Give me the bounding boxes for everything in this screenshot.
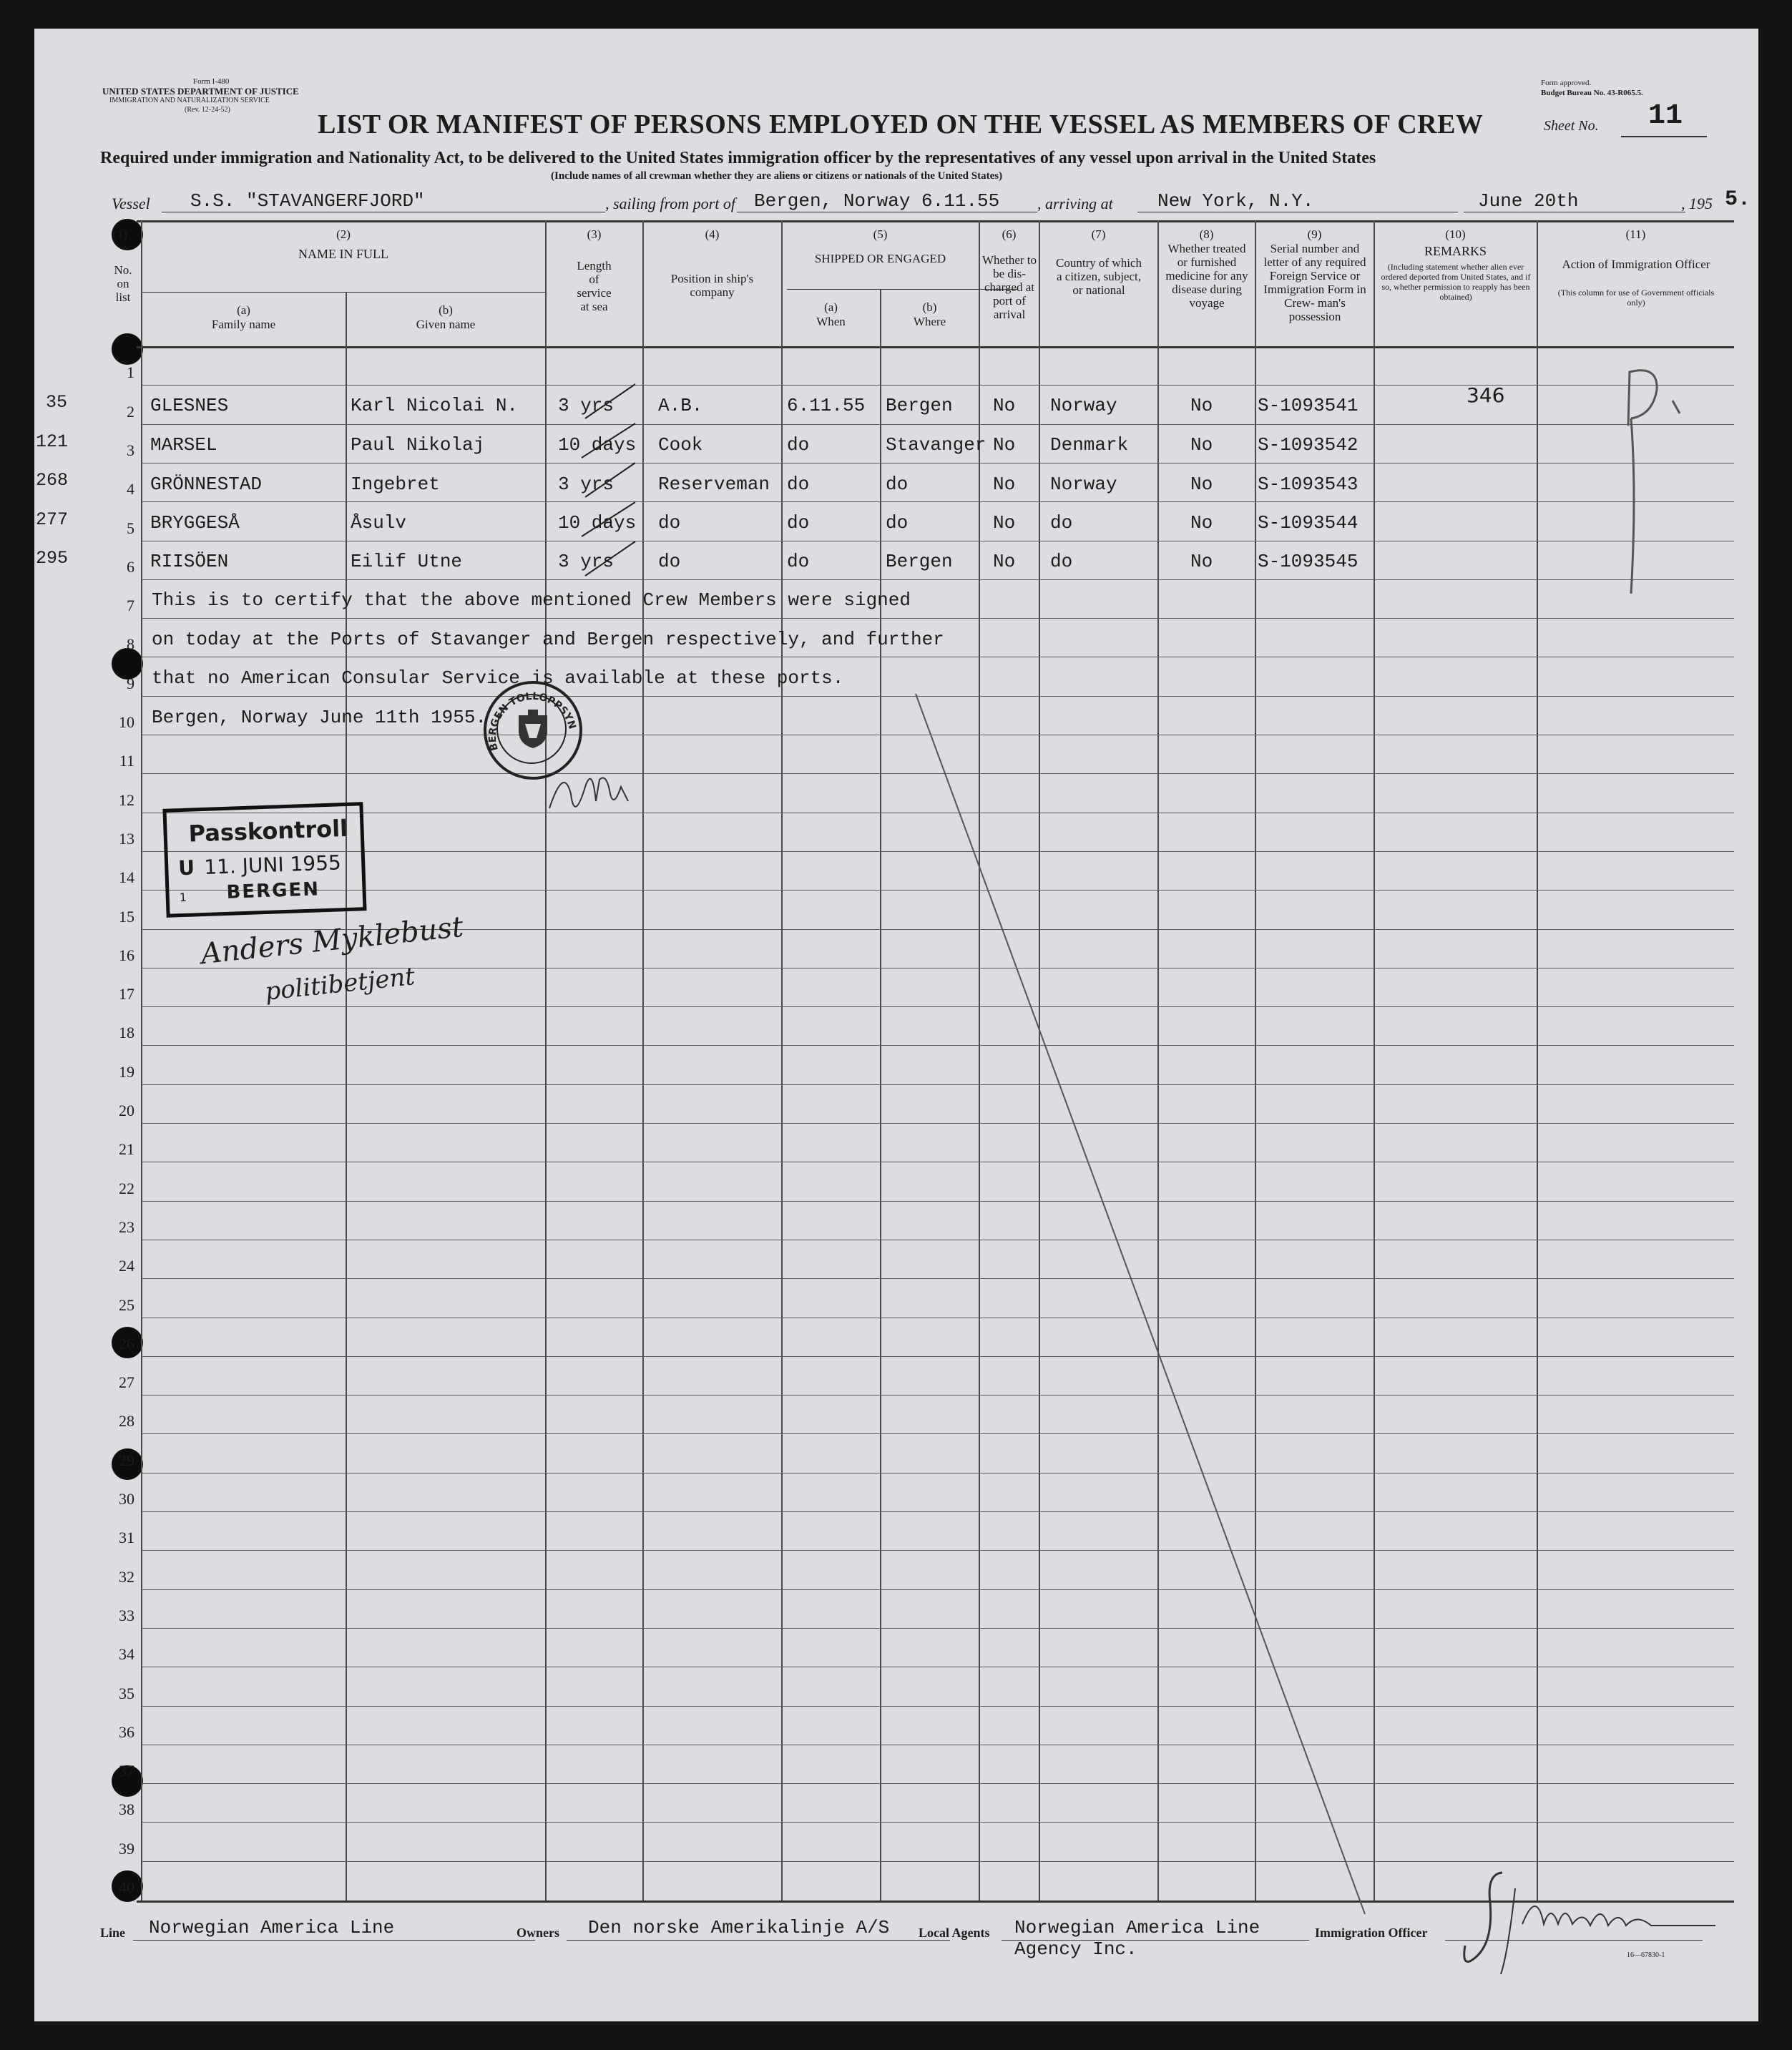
col9-header: Serial number and letter of any required Foreign Service or Immigration Form in Crew- man's possession: [1263, 242, 1366, 323]
row-number: 32: [119, 1567, 134, 1586]
given-name: Ingebret: [351, 474, 440, 495]
col4-number: (4): [705, 227, 720, 241]
margin-number: 121: [36, 431, 69, 452]
discharged: No: [993, 551, 1016, 572]
given-name: Åsulv: [351, 512, 407, 534]
margin-number: 295: [36, 548, 69, 569]
col10-number: (10): [1445, 227, 1466, 241]
form-approved: Form approved.: [1541, 79, 1592, 87]
col5-number: (5): [873, 227, 888, 241]
serial-number: S-1093541: [1258, 395, 1358, 416]
service-length: 3 yrs: [558, 474, 615, 495]
row-number: 19: [119, 1062, 134, 1081]
manifest-sheet: [34, 29, 1758, 2021]
row-number: 9: [127, 674, 134, 692]
pen-marks: [34, 29, 1758, 2021]
col5a-number: (a): [824, 300, 838, 314]
vessel-name: S.S. "STAVANGERFJORD": [190, 190, 425, 212]
col5-header: SHIPPED OR ENGAGED: [814, 252, 946, 265]
col11-number: (11): [1625, 227, 1646, 241]
svg-text:BERGEN TOLLOPPSYN: BERGEN TOLLOPPSYN: [486, 690, 578, 752]
row-number: 39: [119, 1839, 134, 1858]
footer-code: 16—67830-1: [1627, 1951, 1665, 1959]
official-title: politibetjent: [263, 962, 416, 1006]
row-number: 6: [127, 557, 134, 576]
row-number: 33: [119, 1606, 134, 1624]
year-prefix: , 195: [1681, 195, 1713, 212]
row-number: 4: [127, 480, 134, 499]
form-subtitle: Required under immigration and Nationality Act, to be delivered to the United States immigration officer by the representatives of any vessel upon arrival in the United States: [100, 149, 1376, 167]
col2a-number: (a): [237, 303, 250, 317]
officer-label: Immigration Officer: [1315, 1926, 1428, 1940]
position: Reserveman: [658, 474, 770, 495]
col7-number: (7): [1091, 227, 1106, 241]
row-number: 1: [127, 363, 134, 382]
arriving-label: , arriving at: [1037, 195, 1113, 212]
seal-signature: [535, 751, 678, 837]
given-name: Paul Nikolaj: [351, 434, 485, 456]
row-number: 8: [127, 635, 134, 654]
shipped-where: Bergen: [886, 551, 953, 572]
stamp-index: 1: [179, 890, 187, 905]
serial-number: S-1093542: [1258, 434, 1358, 456]
col2a-header: Family name: [211, 318, 276, 331]
col2b-number: (b): [439, 303, 453, 317]
serial-number: S-1093543: [1258, 474, 1358, 495]
family-name: BRYGGESÅ: [150, 512, 240, 534]
row-number: 40: [119, 1878, 134, 1896]
col10-header: REMARKS: [1424, 244, 1487, 258]
shipped-when: do: [787, 434, 810, 456]
certification-line: that no American Consular Service is available at these ports.: [152, 667, 844, 689]
col1-header: No. on list: [114, 263, 132, 304]
row-number: 11: [119, 752, 134, 770]
line-name: Norwegian America Line: [149, 1917, 395, 1938]
row-number: 26: [119, 1334, 134, 1353]
row-number: 5: [127, 519, 134, 537]
certification-line: Bergen, Norway June 11th 1955.: [152, 707, 487, 728]
department: UNITED STATES DEPARTMENT OF JUSTICE: [102, 86, 299, 97]
sailing-label: , sailing from port of: [605, 195, 735, 212]
row-number: 22: [119, 1179, 134, 1197]
country: Norway: [1050, 395, 1117, 416]
discharged: No: [993, 474, 1016, 495]
row-number: 13: [119, 829, 134, 848]
position: do: [658, 512, 681, 534]
position: do: [658, 551, 681, 572]
col7-header: Country of which a citizen, subject, or national: [1056, 256, 1142, 297]
col3-header: Length of service at sea: [577, 259, 612, 313]
row-number: 20: [119, 1102, 134, 1119]
agents-name-line2: Agency Inc.: [1014, 1938, 1137, 1960]
position: A.B.: [658, 395, 703, 416]
row-number: 3: [127, 441, 134, 459]
given-name: Karl Nicolai N.: [351, 395, 519, 416]
row-number: 31: [119, 1529, 134, 1547]
line-label: Line: [100, 1926, 126, 1940]
col11-header: Action of Immigration Officer: [1562, 258, 1710, 271]
treated: No: [1190, 551, 1213, 572]
arriving-port: New York, N.Y.: [1157, 190, 1314, 212]
row-number: 7: [127, 597, 134, 615]
row-number: 10: [119, 713, 134, 731]
owners-label: Owners: [516, 1926, 559, 1940]
shipped-where: Stavanger: [886, 434, 986, 456]
col8-number: (8): [1199, 227, 1214, 241]
stamp-title: Passkontroll: [188, 814, 348, 848]
family-name: RIISÖEN: [150, 551, 229, 572]
shipped-when: do: [787, 512, 810, 534]
col4-header: Position in ship's company: [670, 272, 754, 299]
revision: (Rev. 12-24-52): [185, 106, 230, 114]
col5a-header: When: [816, 315, 846, 328]
agents-underline: [1002, 1940, 1309, 1941]
sheet-label: Sheet No.: [1544, 118, 1599, 134]
family-name: MARSEL: [150, 434, 217, 456]
col2-number: (2): [336, 227, 351, 241]
country: Norway: [1050, 474, 1117, 495]
owners-name: Den norske Amerikalinje A/S: [588, 1917, 890, 1938]
serial-number: S-1093545: [1258, 551, 1358, 572]
col5b-number: (b): [922, 300, 937, 314]
col8-header: Whether treated or furnished medicine for any disease during voyage: [1165, 242, 1248, 310]
service-length: 3 yrs: [558, 395, 615, 416]
col2-header: NAME IN FULL: [298, 247, 388, 261]
row-number: 23: [119, 1217, 134, 1236]
sailing-port: Bergen, Norway 6.11.55: [754, 190, 1000, 212]
stamp-prefix: U: [177, 855, 195, 881]
serial-number: S-1093544: [1258, 512, 1358, 534]
line-underline: [133, 1940, 535, 1941]
col5b-header: Where: [913, 315, 946, 328]
row-number: 24: [119, 1257, 134, 1275]
stamp-city: BERGEN: [226, 878, 320, 903]
country: do: [1050, 551, 1073, 572]
year-digit: 5.: [1725, 187, 1751, 212]
certification-line: This is to certify that the above mentioned Crew Members were signed: [152, 589, 911, 611]
row-number: 30: [119, 1490, 134, 1508]
row-number: 37: [119, 1762, 134, 1780]
discharged: No: [993, 395, 1016, 416]
row-number: 12: [119, 790, 134, 809]
shipped-when: 6.11.55: [787, 395, 866, 416]
col10-note: (Including statement whether alien ever ordered deported from United States, and if so, whether permission to reapply has been obtained): [1381, 262, 1531, 302]
treated: No: [1190, 434, 1213, 456]
country: Denmark: [1050, 434, 1129, 456]
official-signature: Anders Myklebust: [199, 910, 465, 971]
shipped-when: do: [787, 551, 810, 572]
family-name: GRÖNNESTAD: [150, 474, 263, 495]
certification-line: on today at the Ports of Stavanger and Bergen respectively, and further: [152, 629, 944, 650]
position: Cook: [658, 434, 703, 456]
discharged: No: [993, 434, 1016, 456]
row-number: 25: [119, 1295, 134, 1314]
shipped-where: do: [886, 474, 909, 495]
service-length: 10 days: [558, 512, 637, 534]
row-number: 17: [119, 985, 134, 1004]
col6-header: Whether to be dis- charged at port of arrival: [982, 253, 1037, 321]
row-number: 38: [119, 1800, 134, 1819]
agents-label: Local Agents: [919, 1926, 990, 1940]
col11-note: (This column for use of Government officials only): [1557, 288, 1715, 308]
stamp-date: 11. JUNI 1955: [203, 850, 342, 879]
col1-number: (1): [113, 227, 127, 241]
discharged: No: [993, 512, 1016, 534]
passport-control-stamp: [162, 802, 366, 918]
shipped-when: do: [787, 474, 810, 495]
service-length: 3 yrs: [558, 551, 615, 572]
col9-number: (9): [1307, 227, 1322, 241]
row-number: 18: [119, 1024, 134, 1042]
row-number: 21: [119, 1140, 134, 1159]
service-length: 10 days: [558, 434, 637, 456]
agents-name: Norwegian America Line: [1014, 1917, 1260, 1938]
row-number: 29: [119, 1451, 134, 1469]
row-number: 28: [119, 1412, 134, 1431]
col2b-header: Given name: [416, 318, 476, 331]
remarks: 346: [1467, 383, 1505, 407]
margin-number: 35: [46, 392, 68, 413]
country: do: [1050, 512, 1073, 534]
row-number: 34: [119, 1645, 134, 1664]
arrival-date: June 20th: [1478, 190, 1579, 212]
immigration-officer-signature: [1458, 1860, 1730, 1988]
row-number: 2: [127, 402, 134, 421]
row-number: 16: [119, 946, 134, 964]
margin-number: 268: [36, 470, 69, 491]
col3-number: (3): [587, 227, 602, 241]
row-number: 36: [119, 1722, 134, 1741]
budget-bureau: Budget Bureau No. 43-R065.5.: [1541, 89, 1643, 97]
shipped-where: do: [886, 512, 909, 534]
form-number: Form I-480: [193, 77, 230, 86]
margin-number: 277: [36, 509, 69, 530]
sheet-number: 11: [1648, 100, 1683, 132]
family-name: GLESNES: [150, 395, 229, 416]
page-title: LIST OR MANIFEST OF PERSONS EMPLOYED ON THE VESSEL AS MEMBERS OF CREW: [318, 109, 1484, 139]
row-number: 27: [119, 1373, 134, 1392]
shipped-where: Bergen: [886, 395, 953, 416]
col6-number: (6): [1002, 227, 1017, 241]
form-note: (Include names of all crewman whether they are aliens or citizens or nationals of the United States): [551, 170, 1003, 182]
treated: No: [1190, 474, 1213, 495]
row-number: 35: [119, 1684, 134, 1702]
vessel-label: Vessel: [112, 195, 150, 212]
service: IMMIGRATION AND NATURALIZATION SERVICE: [109, 97, 270, 104]
row-number: 15: [119, 907, 134, 926]
owners-underline: [567, 1940, 950, 1941]
row-number: 14: [119, 868, 134, 887]
treated: No: [1190, 395, 1213, 416]
treated: No: [1190, 512, 1213, 534]
given-name: Eilif Utne: [351, 551, 463, 572]
